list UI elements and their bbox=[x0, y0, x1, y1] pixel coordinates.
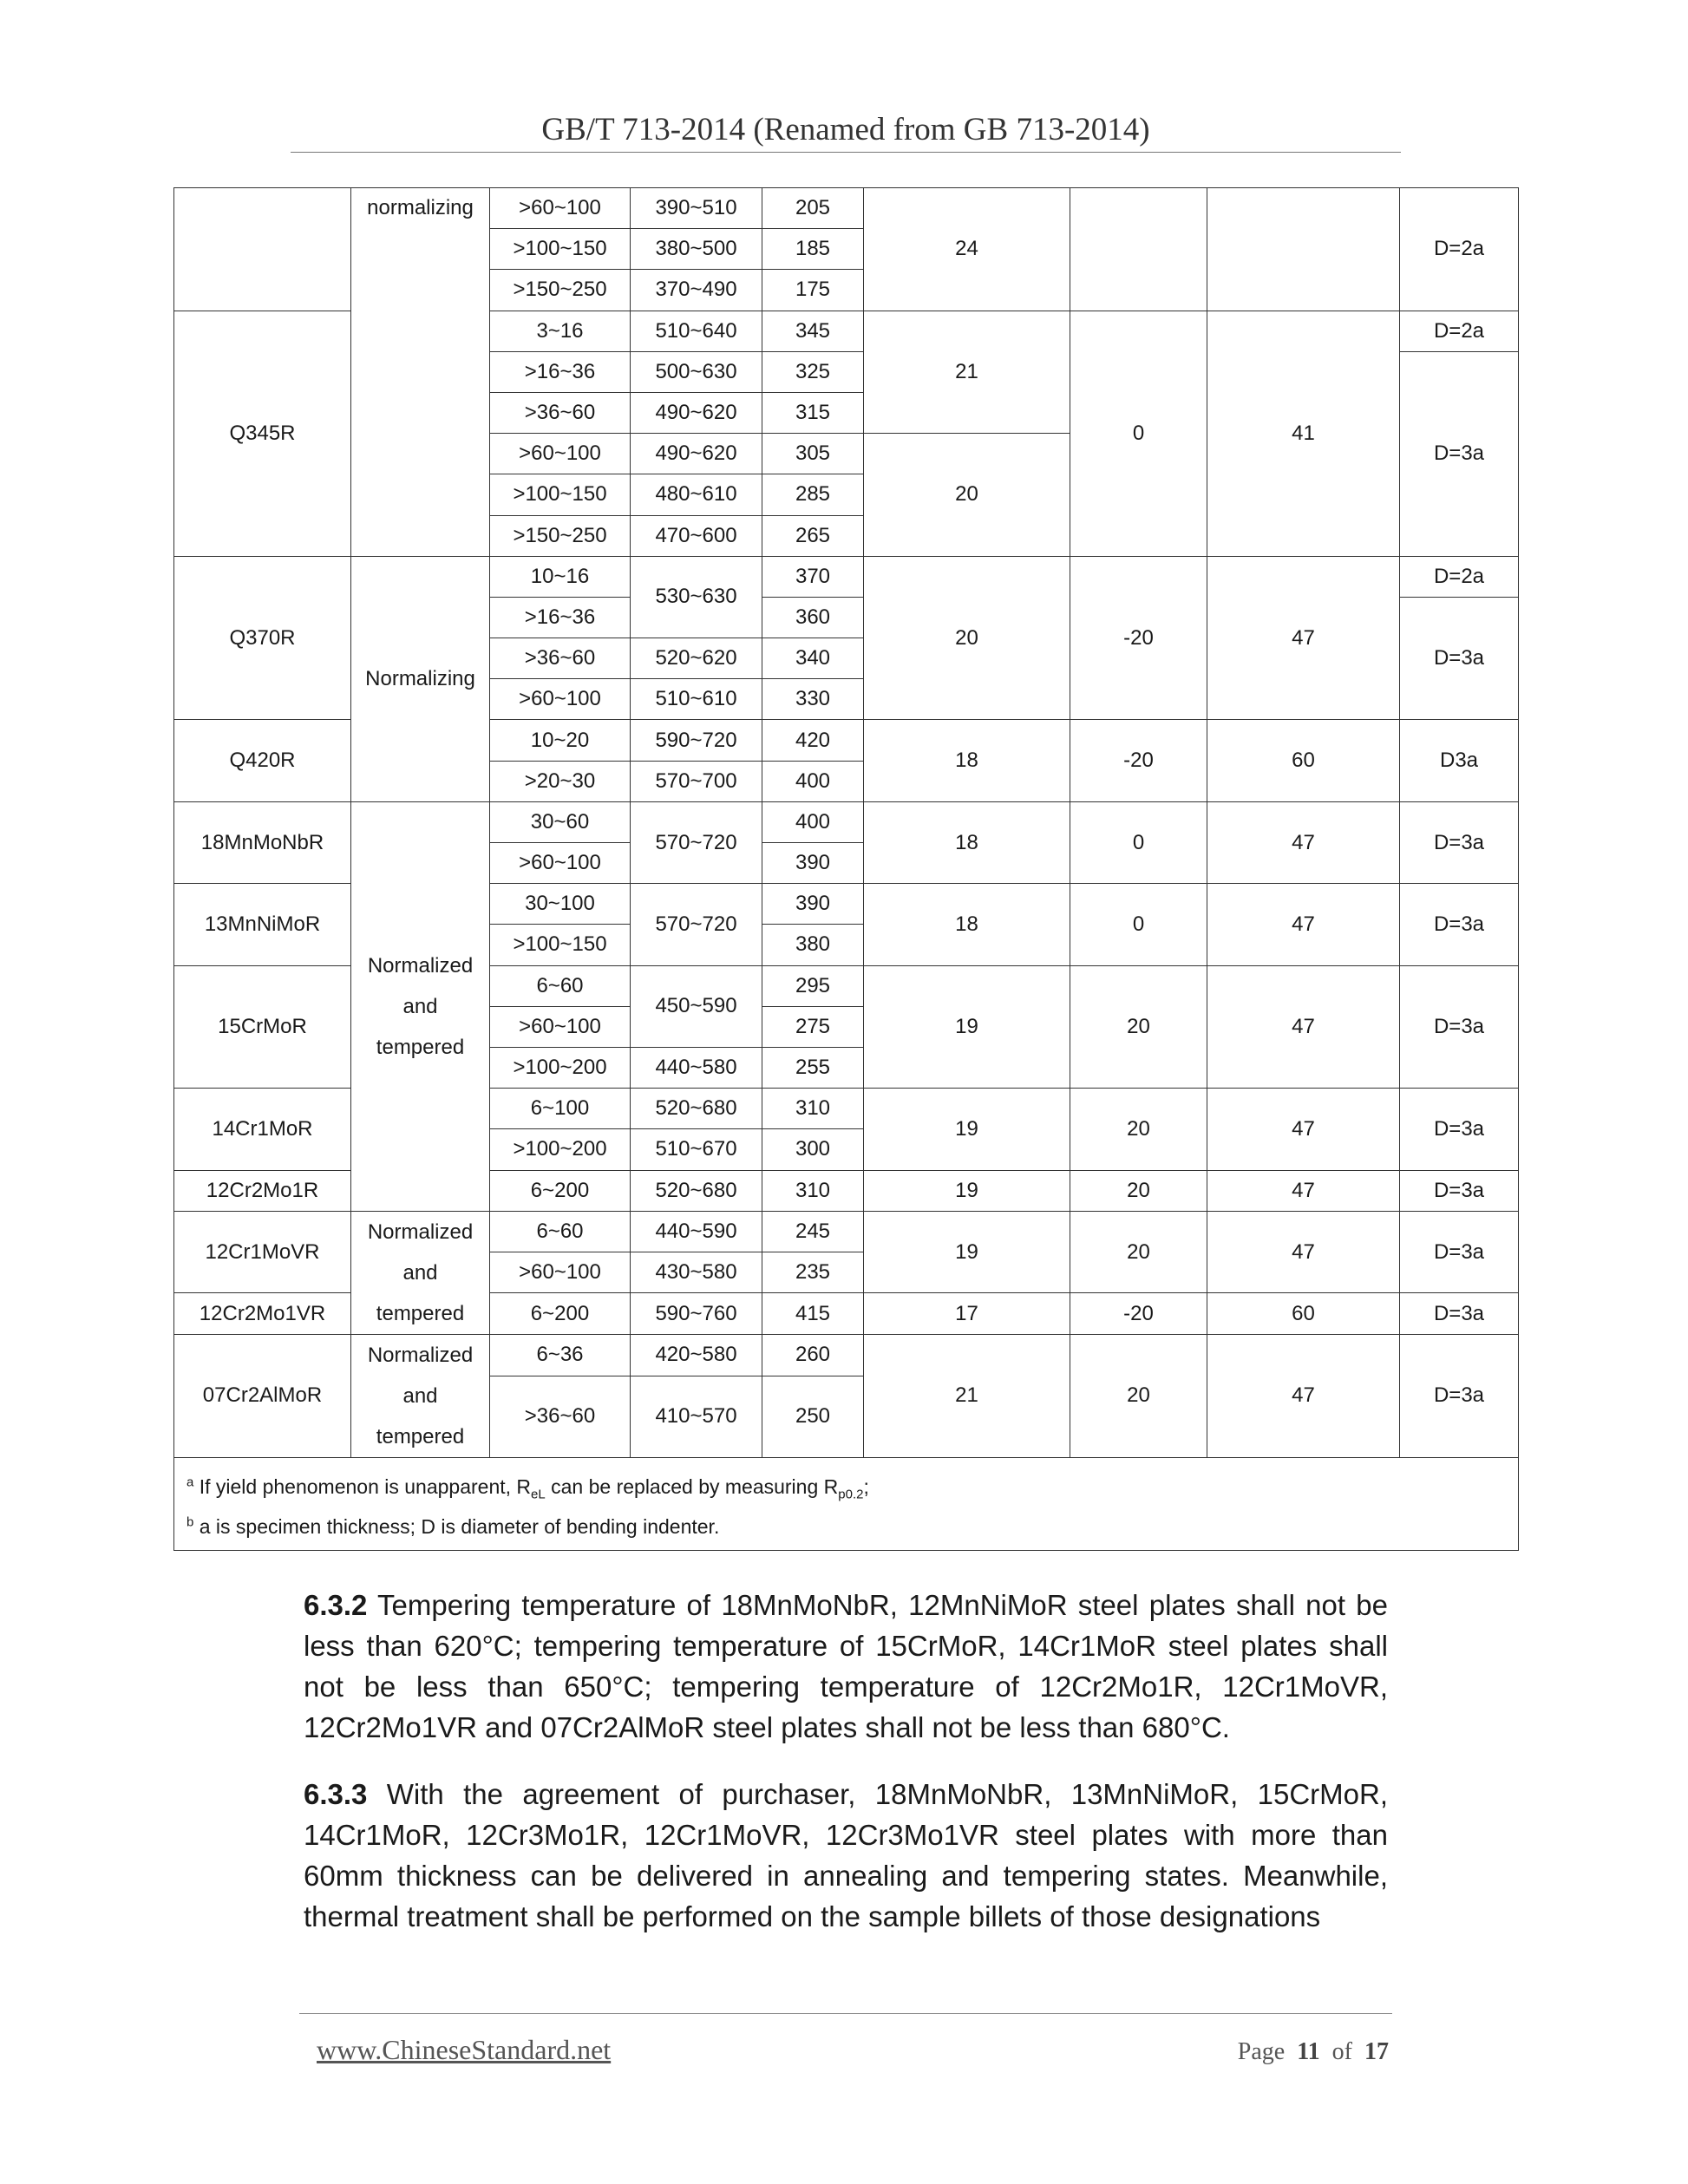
treatment-line: and bbox=[402, 1383, 438, 1408]
bend-cell: D=3a bbox=[1400, 801, 1519, 883]
thickness-cell: >60~100 bbox=[490, 843, 631, 884]
yield-cell: 340 bbox=[762, 638, 864, 679]
yield-cell: 330 bbox=[762, 679, 864, 720]
grade-cell: 15CrMoR bbox=[174, 965, 351, 1089]
treatment-line: tempered bbox=[376, 1301, 465, 1325]
thickness-cell: >60~100 bbox=[490, 188, 631, 229]
tensile-cell: 490~620 bbox=[631, 434, 762, 474]
thickness-cell: >36~60 bbox=[490, 638, 631, 679]
treatment-line: and bbox=[402, 1260, 438, 1285]
elongation-cell: 20 bbox=[864, 556, 1070, 720]
thickness-cell: >60~100 bbox=[490, 434, 631, 474]
tensile-cell: 590~720 bbox=[631, 720, 762, 761]
tensile-cell: 440~590 bbox=[631, 1211, 762, 1252]
thickness-cell: >36~60 bbox=[490, 392, 631, 433]
impact-temp-cell: 0 bbox=[1070, 801, 1207, 883]
thickness-cell: 10~16 bbox=[490, 556, 631, 597]
footer-divider bbox=[299, 2013, 1392, 2014]
impact-temp-cell: -20 bbox=[1070, 720, 1207, 801]
paragraph-6-3-3 bbox=[304, 1774, 1388, 1937]
impact-energy-cell: 47 bbox=[1207, 1089, 1400, 1170]
tensile-cell: 570~720 bbox=[631, 884, 762, 965]
yield-cell: 175 bbox=[762, 270, 864, 311]
tensile-cell: 470~600 bbox=[631, 515, 762, 556]
tensile-cell: 420~580 bbox=[631, 1334, 762, 1376]
tensile-cell: 530~630 bbox=[631, 556, 762, 638]
clause-number: 6.3.3 bbox=[304, 1778, 368, 1810]
paragraph-text: Tempering temperature of 18MnMoNbR, 12MnNiMoR steel plates shall not be less than 620°C; tempering temperature of 15CrMoR, 14Cr1MoR steel plates shall not be less than 650°C; tempering temperature of 12Cr2Mo1R, 12Cr1MoVR, 12Cr2Mo1VR and 07Cr2AlMoR steel plates shall not be less than 680°C. bbox=[304, 1589, 1388, 1743]
tensile-cell: 510~670 bbox=[631, 1129, 762, 1170]
impact-energy-cell: 47 bbox=[1207, 965, 1400, 1089]
grade-cell: 12Cr2Mo1VR bbox=[174, 1293, 351, 1334]
grade-cell: 13MnNiMoR bbox=[174, 884, 351, 965]
impact-energy-cell: 47 bbox=[1207, 1170, 1400, 1211]
treatment-line: and bbox=[402, 994, 438, 1018]
table-notes bbox=[174, 1457, 1519, 1550]
thickness-cell: >100~200 bbox=[490, 1047, 631, 1088]
yield-cell: 255 bbox=[762, 1047, 864, 1088]
bend-cell: D=3a bbox=[1400, 597, 1519, 720]
treatment-cell bbox=[351, 1334, 490, 1457]
grade-cell: 12Cr2Mo1R bbox=[174, 1170, 351, 1211]
yield-cell: 370 bbox=[762, 556, 864, 597]
elongation-cell: 20 bbox=[864, 434, 1070, 557]
yield-cell: 305 bbox=[762, 434, 864, 474]
yield-cell: 325 bbox=[762, 351, 864, 392]
grade-cell: Q420R bbox=[174, 720, 351, 801]
yield-cell: 185 bbox=[762, 229, 864, 270]
table-row bbox=[174, 1211, 1519, 1252]
grade-cell: Q370R bbox=[174, 556, 351, 720]
tensile-cell: 480~610 bbox=[631, 474, 762, 515]
grade-cell bbox=[174, 188, 351, 311]
bend-cell: D=3a bbox=[1400, 1334, 1519, 1457]
elongation-cell: 18 bbox=[864, 884, 1070, 965]
grade-cell: Q345R bbox=[174, 311, 351, 556]
yield-cell: 235 bbox=[762, 1252, 864, 1293]
treatment-line: tempered bbox=[376, 1424, 465, 1448]
impact-temp-cell: 20 bbox=[1070, 1170, 1207, 1211]
yield-cell: 205 bbox=[762, 188, 864, 229]
bend-cell: D=3a bbox=[1400, 1089, 1519, 1170]
impact-energy-cell: 47 bbox=[1207, 1334, 1400, 1457]
grade-cell: 18MnMoNbR bbox=[174, 801, 351, 883]
footnote-a: $^a$ If yield phenomenon is unapparent, $R_{eL}$ can be replaced by measuring $R_{p0.2}$; bbox=[186, 1475, 869, 1502]
thickness-cell: 6~60 bbox=[490, 1211, 631, 1252]
thickness-cell: >100~200 bbox=[490, 1129, 631, 1170]
thickness-cell: 6~200 bbox=[490, 1293, 631, 1334]
treatment-cell: Normalizing bbox=[351, 556, 490, 801]
mechanical-properties-table bbox=[173, 187, 1519, 1551]
thickness-cell: >60~100 bbox=[490, 1252, 631, 1293]
thickness-cell: >20~30 bbox=[490, 761, 631, 801]
yield-cell: 415 bbox=[762, 1293, 864, 1334]
treatment-line: Normalized bbox=[367, 1343, 474, 1367]
tensile-cell: 510~640 bbox=[631, 311, 762, 351]
tensile-cell: 510~610 bbox=[631, 679, 762, 720]
treatment-cell: normalizing bbox=[351, 188, 490, 557]
yield-cell: 420 bbox=[762, 720, 864, 761]
treatment-cell bbox=[351, 801, 490, 1211]
impact-temp-cell: 20 bbox=[1070, 965, 1207, 1089]
impact-energy-cell: 41 bbox=[1207, 311, 1400, 556]
thickness-cell: 6~100 bbox=[490, 1089, 631, 1129]
page-header: GB/T 713-2014 (Renamed from GB 713-2014) bbox=[541, 112, 1150, 147]
yield-cell: 390 bbox=[762, 843, 864, 884]
thickness-cell: 3~16 bbox=[490, 311, 631, 351]
elongation-cell: 18 bbox=[864, 720, 1070, 801]
impact-temp-cell: 0 bbox=[1070, 311, 1207, 556]
bend-cell: D=3a bbox=[1400, 1170, 1519, 1211]
clause-number: 6.3.2 bbox=[304, 1589, 368, 1621]
bend-cell: D=2a bbox=[1400, 556, 1519, 597]
impact-temp-cell: -20 bbox=[1070, 556, 1207, 720]
header-divider bbox=[291, 152, 1401, 153]
yield-cell: 315 bbox=[762, 392, 864, 433]
table-row bbox=[174, 1334, 1519, 1376]
tensile-cell: 380~500 bbox=[631, 229, 762, 270]
elongation-cell: 19 bbox=[864, 1170, 1070, 1211]
tensile-cell: 390~510 bbox=[631, 188, 762, 229]
bend-cell: D=2a bbox=[1400, 311, 1519, 351]
thickness-cell: >36~60 bbox=[490, 1376, 631, 1458]
impact-temp-cell: 20 bbox=[1070, 1089, 1207, 1170]
impact-temp-cell bbox=[1070, 188, 1207, 311]
paragraph-6-3-2 bbox=[304, 1585, 1388, 1748]
elongation-cell: 17 bbox=[864, 1293, 1070, 1334]
yield-cell: 310 bbox=[762, 1170, 864, 1211]
thickness-cell: 6~200 bbox=[490, 1170, 631, 1211]
yield-cell: 250 bbox=[762, 1376, 864, 1458]
tensile-cell: 490~620 bbox=[631, 392, 762, 433]
page-indicator: Page 11 of 17 bbox=[1237, 2038, 1389, 2065]
yield-cell: 260 bbox=[762, 1334, 864, 1376]
bend-cell: D=3a bbox=[1400, 351, 1519, 556]
tensile-cell: 570~700 bbox=[631, 761, 762, 801]
thickness-cell: 6~36 bbox=[490, 1334, 631, 1376]
tensile-cell: 440~580 bbox=[631, 1047, 762, 1088]
yield-cell: 310 bbox=[762, 1089, 864, 1129]
yield-cell: 345 bbox=[762, 311, 864, 351]
elongation-cell: 19 bbox=[864, 1089, 1070, 1170]
thickness-cell: >100~150 bbox=[490, 229, 631, 270]
tensile-cell: 450~590 bbox=[631, 965, 762, 1047]
thickness-cell: >150~250 bbox=[490, 515, 631, 556]
table-row bbox=[174, 801, 1519, 842]
thickness-cell: >60~100 bbox=[490, 679, 631, 720]
treatment-line: Normalized bbox=[367, 1220, 474, 1244]
table-row bbox=[174, 556, 1519, 597]
impact-energy-cell bbox=[1207, 188, 1400, 311]
tensile-cell: 520~680 bbox=[631, 1170, 762, 1211]
bend-cell: D=2a bbox=[1400, 188, 1519, 311]
thickness-cell: >16~36 bbox=[490, 597, 631, 638]
bend-cell: D=3a bbox=[1400, 1211, 1519, 1293]
tensile-cell: 370~490 bbox=[631, 270, 762, 311]
yield-cell: 400 bbox=[762, 801, 864, 842]
thickness-cell: 10~20 bbox=[490, 720, 631, 761]
thickness-cell: >16~36 bbox=[490, 351, 631, 392]
grade-cell: 14Cr1MoR bbox=[174, 1089, 351, 1170]
yield-cell: 285 bbox=[762, 474, 864, 515]
treatment-line: tempered bbox=[376, 1035, 465, 1059]
bend-cell: D=3a bbox=[1400, 884, 1519, 965]
thickness-cell: >60~100 bbox=[490, 1006, 631, 1047]
bend-cell: D3a bbox=[1400, 720, 1519, 801]
thickness-cell: 30~100 bbox=[490, 884, 631, 925]
impact-energy-cell: 47 bbox=[1207, 556, 1400, 720]
yield-cell: 265 bbox=[762, 515, 864, 556]
yield-cell: 295 bbox=[762, 965, 864, 1006]
yield-cell: 275 bbox=[762, 1006, 864, 1047]
tensile-cell: 500~630 bbox=[631, 351, 762, 392]
impact-energy-cell: 60 bbox=[1207, 720, 1400, 801]
thickness-cell: 6~60 bbox=[490, 965, 631, 1006]
grade-cell: 07Cr2AlMoR bbox=[174, 1334, 351, 1457]
table-row bbox=[174, 188, 1519, 229]
tensile-cell: 570~720 bbox=[631, 801, 762, 883]
impact-temp-cell: 20 bbox=[1070, 1211, 1207, 1293]
elongation-cell: 24 bbox=[864, 188, 1070, 311]
yield-cell: 360 bbox=[762, 597, 864, 638]
grade-cell: 12Cr1MoVR bbox=[174, 1211, 351, 1293]
impact-temp-cell: -20 bbox=[1070, 1293, 1207, 1334]
tensile-cell: 410~570 bbox=[631, 1376, 762, 1458]
impact-temp-cell: 20 bbox=[1070, 1334, 1207, 1457]
treatment-cell bbox=[351, 1211, 490, 1334]
thickness-cell: >100~150 bbox=[490, 925, 631, 965]
yield-cell: 390 bbox=[762, 884, 864, 925]
yield-cell: 300 bbox=[762, 1129, 864, 1170]
impact-energy-cell: 47 bbox=[1207, 801, 1400, 883]
elongation-cell: 18 bbox=[864, 801, 1070, 883]
tensile-cell: 590~760 bbox=[631, 1293, 762, 1334]
treatment-line: Normalized bbox=[367, 953, 474, 978]
yield-cell: 400 bbox=[762, 761, 864, 801]
paragraph-text: With the agreement of purchaser, 18MnMoNbR, 13MnNiMoR, 15CrMoR, 14Cr1MoR, 12Cr3Mo1R, 12Cr1MoVR, 12Cr3Mo1VR steel plates with more than 60mm thickness can be delivered in annealing and tempering states. Meanwhile, thermal treatment shall be performed on the sample billets of those designations bbox=[304, 1778, 1388, 1932]
elongation-cell: 21 bbox=[864, 1334, 1070, 1457]
impact-energy-cell: 47 bbox=[1207, 884, 1400, 965]
tensile-cell: 520~620 bbox=[631, 638, 762, 679]
elongation-cell: 19 bbox=[864, 1211, 1070, 1293]
elongation-cell: 19 bbox=[864, 965, 1070, 1089]
impact-energy-cell: 60 bbox=[1207, 1293, 1400, 1334]
thickness-cell: >100~150 bbox=[490, 474, 631, 515]
elongation-cell: 21 bbox=[864, 311, 1070, 434]
thickness-cell: 30~60 bbox=[490, 801, 631, 842]
table-notes-row bbox=[174, 1457, 1519, 1550]
bend-cell: D=3a bbox=[1400, 965, 1519, 1089]
tensile-cell: 520~680 bbox=[631, 1089, 762, 1129]
impact-energy-cell: 47 bbox=[1207, 1211, 1400, 1293]
yield-cell: 245 bbox=[762, 1211, 864, 1252]
impact-temp-cell: 0 bbox=[1070, 884, 1207, 965]
bend-cell: D=3a bbox=[1400, 1293, 1519, 1334]
website-link[interactable]: www.ChineseStandard.net bbox=[317, 2034, 612, 2065]
tensile-cell: 430~580 bbox=[631, 1252, 762, 1293]
yield-cell: 380 bbox=[762, 925, 864, 965]
footnote-b: $^b$ a is specimen thickness; D is diameter of bending indenter. bbox=[186, 1514, 720, 1538]
thickness-cell: >150~250 bbox=[490, 270, 631, 311]
